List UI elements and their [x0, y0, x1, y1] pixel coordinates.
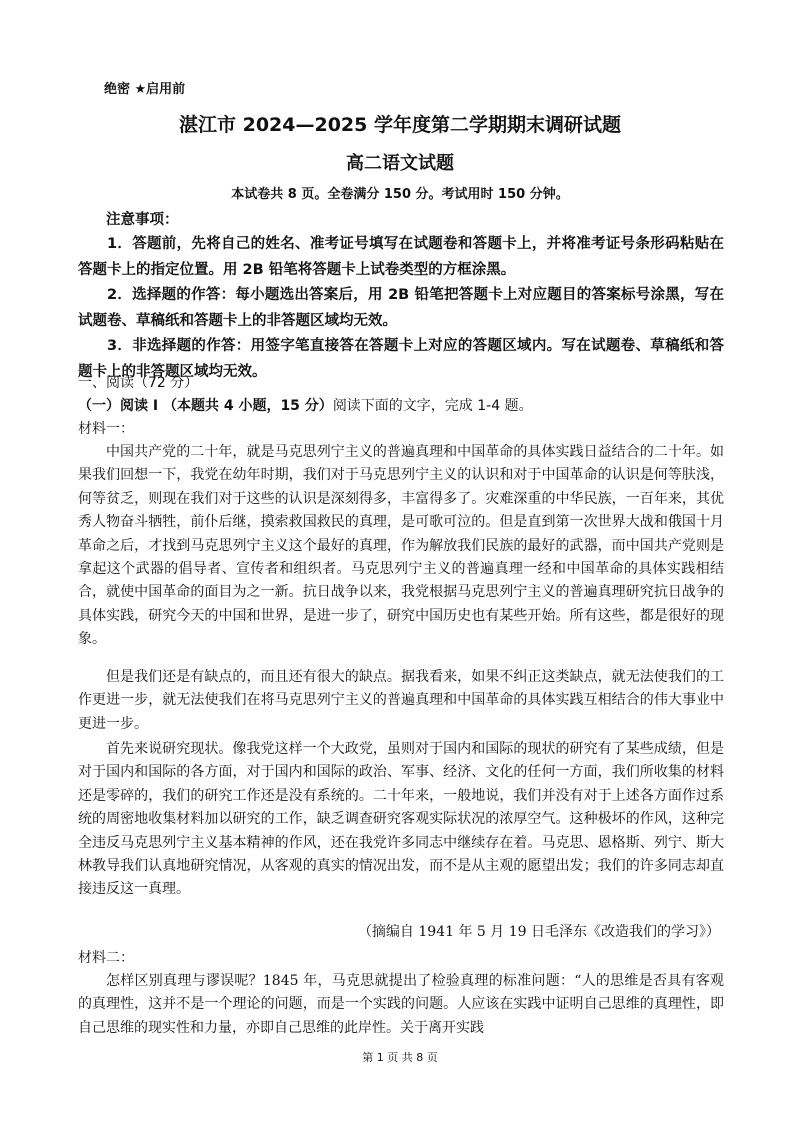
subsection-instruction: 阅读下面的文字，完成 1-4 题。	[332, 398, 533, 414]
exam-title: 湛江市 2024—2025 学年度第二学期期末调研试题	[179, 114, 621, 136]
confidential-mark: 绝密 ★启用前	[104, 82, 186, 97]
notice-item: 2．选择题的作答：每小题选出答案后，用 2B 铅笔把答题卡上对应题目的答案标号涂黑，写在试题卷、草稿纸和答题卡上的非答题区域均无效。	[78, 287, 724, 329]
paragraph: 怎样区别真理与谬误呢？1845 年，马克思就提出了检验真理的标准问题：“人的思维是否具有客观的真理性，这并不是一个理论的问题，而是一个实践的问题。人应该在实践中证明自己思维的真理性，即自己思维的现实性和力量，亦即自己思维的此岸性。关于离开实践	[78, 973, 724, 1036]
material-label: 材料一：	[78, 421, 134, 437]
source-citation: （摘编自 1941 年 5 月 19 日毛泽东《改造我们的学习》）	[357, 924, 720, 940]
notice-item: 3．非选择题的作答：用签字笔直接答在答题卡上对应的答题区域内。写在试题卷、草稿纸和答题卡上的非答题区域均无效。	[78, 338, 724, 380]
notice-heading: 注意事项：	[106, 212, 179, 228]
paragraph: 首先来说研究现状。像我党这样一个大政党，虽则对于国内和国际的现状的研究有了某些成绩，但是对于国内和国际的各方面，对于国内和国际的政治、军事、经济、文化的任何一方面，我们所收集的材料还是零碎的，我们的研究工作还是没有系统的。二十年来，一般地说，我们并没有对于上述各方面作过系统的周密地收集材料加以研究的工作，缺乏调查研究客观实际状况的浓厚空气。这种极坏的作风，这种完全违反马克思列宁主义基本精神的作风，还在我党许多同志中继续存在着。马克思、恩格斯、列宁、斯大林教导我们认真地研究情况，从客观的真实的情况出发，而不是从主观的愿望出发；我们的许多同志却直接违反这一真理。	[78, 741, 724, 898]
material-label: 材料二：	[78, 950, 134, 966]
exam-info: 本试卷共 8 页。全卷满分 150 分。考试用时 150 分钟。	[231, 187, 569, 202]
subsection-heading	[78, 395, 533, 415]
section-heading: 一、阅读（72 分）	[78, 375, 199, 391]
notice-item: 1．答题前，先将自己的姓名、准考证号填写在试题卷和答题卡上，并将准考证号条形码粘贴在答题卡上的指定位置。用 2B 铅笔将答题卡上试卷类型的方框涂黑。	[78, 236, 724, 278]
page-footer: 第 1 页 共 8 页	[362, 1051, 438, 1064]
subject-title: 高二语文试题	[346, 153, 454, 174]
paragraph: 但是我们还是有缺点的，而且还有很大的缺点。据我看来，如果不纠正这类缺点，就无法使我们的工作更进一步，就无法使我们在将马克思列宁主义的普遍真理和中国革命的具体实践互相结合的伟大事业中更进一步。	[78, 669, 724, 732]
subsection-bold: （一）阅读 I （本题共 4 小题，15 分）	[78, 398, 333, 414]
paragraph: 中国共产党的二十年，就是马克思列宁主义的普遍真理和中国革命的具体实践日益结合的二十年。如果我们回想一下，我党在幼年时期，我们对于马克思列宁主义的认识和对于中国革命的认识是何等肤浅，何等贫乏，则现在我们对于这些的认识是深刻得多，丰富得多了。灾难深重的中华民族，一百年来，其优秀人物奋斗牺牲，前仆后继，摸索救国救民的真理，是可歌可泣的。但是直到第一次世界大战和俄国十月革命之后，才找到马克思列宁主义这个最好的真理，作为解放我们民族的最好的武器，而中国共产党则是拿起这个武器的倡导者、宣传者和组织者。马克思列宁主义的普遍真理一经和中国革命的具体实践相结合，就使中国革命的面目为之一新。抗日战争以来，我党根据马克思列宁主义的普遍真理研究抗日战争的具体实践，研究今天的中国和世界，是进一步了，研究中国历史也有某些开始。所有这些，都是很好的现象。	[78, 444, 724, 648]
